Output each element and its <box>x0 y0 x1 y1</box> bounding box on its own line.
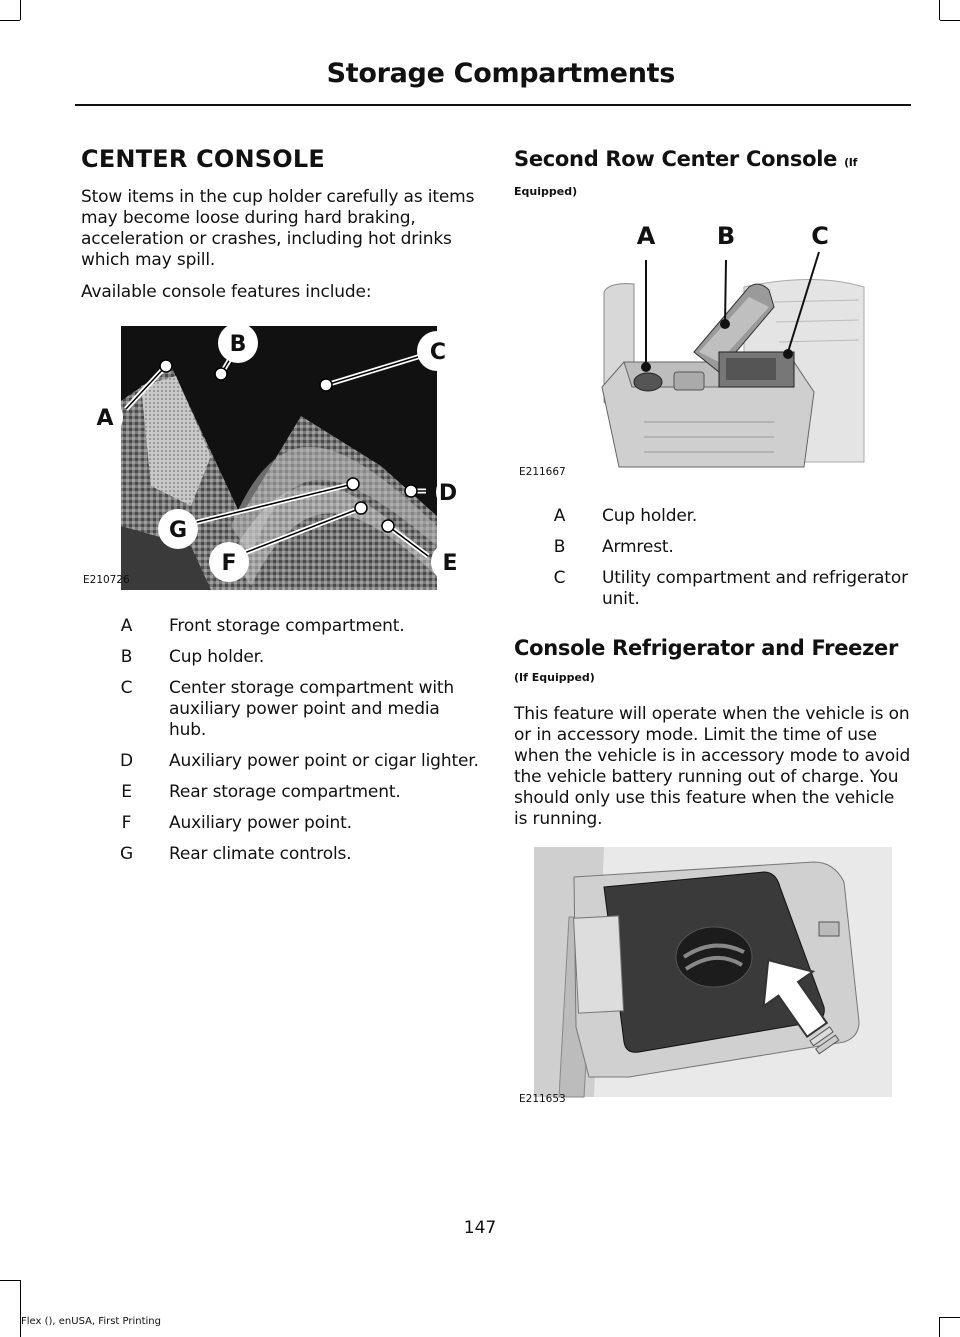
second-row-legend <box>514 506 912 610</box>
legend-letter: B <box>553 537 566 557</box>
legend-row <box>81 844 479 865</box>
legend-row <box>514 568 912 610</box>
legend-row <box>514 537 912 558</box>
legend-text: Front storage compartment. <box>169 616 405 636</box>
center-console-figure <box>81 326 458 596</box>
features-intro: Available console features include: <box>81 282 372 302</box>
legend-text: Auxiliary power point or cigar lighter. <box>169 751 479 771</box>
crop-mark-top-right-h <box>940 20 960 21</box>
legend-row <box>81 647 479 668</box>
legend-letter: B <box>120 647 133 667</box>
section-heading-center-console: CENTER CONSOLE <box>81 145 325 173</box>
figure-code: E211653 <box>519 1093 566 1105</box>
section-heading-refrigerator: Console Refrigerator and Freezer <box>514 636 899 660</box>
callout-a: A <box>636 222 656 250</box>
legend-text: Cup holder. <box>602 506 698 526</box>
legend-row <box>81 813 479 834</box>
legend-text: Center storage compartment with auxiliary power point and media hub. <box>169 678 455 740</box>
legend-letter: C <box>553 568 566 588</box>
legend-row <box>514 506 912 527</box>
legend-letter: E <box>121 782 132 802</box>
callout-e: E <box>442 551 458 576</box>
callout-c: C <box>811 222 829 250</box>
callout-c: C <box>429 340 447 365</box>
legend-text: Rear climate controls. <box>169 844 352 864</box>
callout-f: F <box>221 551 237 576</box>
callout-a: A <box>96 406 114 431</box>
section-heading-second-row <box>514 145 912 177</box>
center-console-legend <box>81 616 479 865</box>
legend-row <box>81 751 479 772</box>
legend-letter: A <box>553 506 566 526</box>
center-console-illustration <box>81 326 458 596</box>
heading-text: Second Row Center Console <box>514 147 838 171</box>
left-column <box>81 145 479 303</box>
callout-g: G <box>168 518 188 543</box>
crop-mark-bottom-right-v <box>939 1317 940 1337</box>
header-rule <box>75 104 911 106</box>
legend-letter: F <box>121 813 132 833</box>
refrigerator-section <box>514 636 912 830</box>
figure-code: E211667 <box>519 466 566 478</box>
callout-d: D <box>438 481 458 506</box>
right-column <box>514 145 912 198</box>
callout-b: B <box>716 222 736 250</box>
refrigerator-paragraph: This feature will operate when the vehicle is on or in accessory mode. Limit the time of use when the vehicle is in accessory mode to avoid the vehicle battery running out of charge. You should only use this feature when the vehicle is running. <box>514 704 911 829</box>
refrigerator-figure <box>514 847 892 1109</box>
legend-text: Auxiliary power point. <box>169 813 352 833</box>
heading-qualifier: (If Equipped) <box>514 671 595 684</box>
legend-text: Utility compartment and refrigerator unit. <box>602 568 908 609</box>
legend-row <box>81 678 479 741</box>
crop-mark-top-right-v <box>939 0 940 20</box>
running-header-title: Storage Compartments <box>326 58 675 89</box>
page-number: 147 <box>463 1218 497 1238</box>
legend-letter: C <box>120 678 133 698</box>
heading-qualifier-cont: Equipped) <box>514 185 578 198</box>
legend-letter: G <box>119 844 134 864</box>
legend-row <box>81 616 479 637</box>
refrigerator-illustration <box>514 847 892 1097</box>
legend-row <box>81 782 479 803</box>
crop-mark-bottom-right-h <box>940 1317 960 1318</box>
heading-qualifier: (If <box>844 156 858 169</box>
figure-code: E210726 <box>83 574 130 586</box>
legend-letter: A <box>120 616 133 636</box>
legend-letter: D <box>120 751 133 771</box>
crop-mark-top-left-h <box>0 20 20 21</box>
legend-text: Cup holder. <box>169 647 265 667</box>
footer-text: Flex (), enUSA, First Printing <box>21 1316 161 1327</box>
crop-mark-bottom-left-h <box>0 1280 20 1281</box>
legend-text: Rear storage compartment. <box>169 782 401 802</box>
callout-b: B <box>229 332 247 357</box>
crop-mark-top-left-v <box>20 0 21 20</box>
legend-text: Armrest. <box>602 537 674 557</box>
second-row-console-figure <box>514 212 892 484</box>
crop-mark-bottom-left-v <box>20 1280 21 1337</box>
caution-paragraph: Stow items in the cup holder carefully as items may become loose during hard braking, acceleration or crashes, including hot drinks which may spill. <box>81 187 475 270</box>
second-row-console-illustration <box>514 212 892 484</box>
